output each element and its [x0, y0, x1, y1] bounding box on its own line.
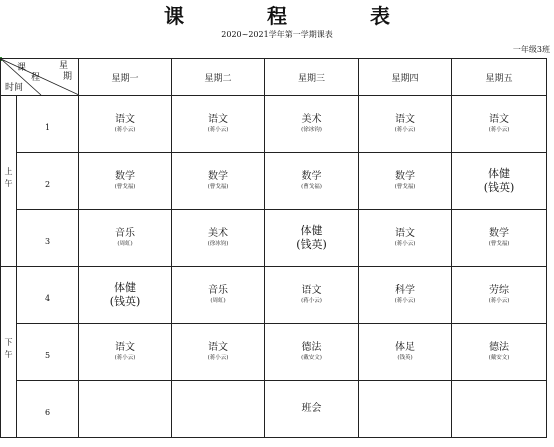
table-row [1, 153, 547, 210]
period-number-text: 1 [44, 122, 51, 132]
table-row [1, 210, 547, 267]
class-cell [452, 324, 547, 381]
period-number [17, 153, 79, 210]
class-cell [359, 96, 452, 153]
teacher-name: (戴安文) [301, 355, 322, 361]
teacher-name: (曹戈福) [394, 184, 416, 190]
afternoon-label [1, 267, 17, 438]
subject-name: 体健 [488, 167, 510, 180]
class-cell [265, 267, 359, 324]
table-row [1, 381, 547, 438]
subject-name: 数学 [301, 171, 322, 182]
class-cell [172, 381, 265, 438]
teacher-name: (曹戈福) [114, 184, 136, 190]
corner-qi: 期 [63, 72, 73, 82]
teacher-name: (蒋小云) [114, 355, 136, 361]
subject-name: 科学 [395, 285, 415, 296]
corner-cell [1, 59, 79, 96]
teacher-name: (蒋小云) [394, 127, 416, 133]
corner-xing: 星 [59, 61, 69, 71]
subject-name: 数学 [395, 171, 415, 182]
period-number [17, 96, 79, 153]
teacher-name: (蒋小云) [301, 298, 322, 304]
class-cell [79, 153, 172, 210]
teacher-name: (钱英) [397, 355, 413, 361]
period-number-text: 4 [44, 293, 51, 303]
period-number [17, 324, 79, 381]
teacher-name: (蒋小云) [114, 127, 136, 133]
subject-name: 德法 [301, 342, 322, 353]
table-row [1, 267, 547, 324]
class-cell [265, 381, 359, 438]
teacher-name: (曹戈福) [207, 184, 229, 190]
class-cell [265, 210, 359, 267]
subject-name: 数学 [489, 228, 509, 239]
corner-ke: 课 [17, 63, 27, 73]
schedule-table [0, 58, 547, 438]
class-name-label: 一年级3班 [512, 45, 550, 54]
subject-name: 体健 [114, 281, 136, 294]
subject-name: 语文 [208, 114, 228, 125]
teacher-name: (周虹) [117, 241, 133, 247]
class-cell [79, 324, 172, 381]
class-cell [452, 381, 547, 438]
subject-name: 班会 [301, 403, 322, 414]
teacher-name: (蒋小云) [207, 355, 229, 361]
teacher-name: (蒋小云) [394, 241, 416, 247]
corner-cheng: 程 [31, 73, 41, 83]
period-number-text: 5 [44, 350, 51, 360]
class-cell [172, 210, 265, 267]
class-cell [359, 267, 452, 324]
subject-name: 音乐 [115, 228, 135, 239]
class-cell [452, 210, 547, 267]
class-cell [79, 96, 172, 153]
day-header-wed: 星期三 [265, 59, 359, 96]
subject-name: 体足 [395, 342, 415, 353]
teacher-name: (周虹) [210, 298, 226, 304]
schedule-body [1, 96, 547, 438]
period-number [17, 267, 79, 324]
subject-name: 语文 [115, 342, 135, 353]
period-number [17, 381, 79, 438]
corner-time: 时间 [5, 83, 24, 93]
class-cell [452, 153, 547, 210]
day-header-tue: 星期二 [172, 59, 265, 96]
teacher-name: (蒋小云) [488, 298, 510, 304]
class-cell [172, 267, 265, 324]
page-subtitle: 2020~2021学年第一学期课表 [221, 30, 333, 39]
teacher-name: (曹戈福) [488, 241, 510, 247]
class-cell [172, 153, 265, 210]
subject-name: 语文 [395, 228, 415, 239]
subject-name: 数学 [208, 171, 228, 182]
class-cell [172, 96, 265, 153]
teacher-name: (蒋小云) [394, 298, 416, 304]
page-title: 课 程 表 [164, 4, 428, 28]
teacher-name: (钱英) [109, 295, 141, 308]
table-row [1, 96, 547, 153]
class-cell [79, 267, 172, 324]
subject-name: 体健 [300, 224, 323, 237]
morning-label [1, 96, 17, 267]
teacher-name: (曹戈福) [301, 184, 322, 190]
class-cell [79, 381, 172, 438]
session-label-text: 下午 [4, 338, 13, 362]
day-header-fri: 星期五 [452, 59, 547, 96]
teacher-name: (钱英) [296, 238, 327, 251]
class-cell [452, 267, 547, 324]
teacher-name: (徐冰钧) [207, 241, 229, 247]
class-cell [265, 96, 359, 153]
period-number [17, 210, 79, 267]
table-row [1, 324, 547, 381]
teacher-name: (钱英) [483, 181, 515, 194]
class-cell [265, 324, 359, 381]
teacher-name: (蒋小云) [207, 127, 229, 133]
class-cell [172, 324, 265, 381]
subject-name: 语文 [489, 114, 509, 125]
period-number-text: 2 [44, 179, 51, 189]
day-header-mon: 星期一 [79, 59, 172, 96]
subject-name: 劳综 [489, 285, 509, 296]
subject-name: 美术 [208, 228, 228, 239]
subject-name: 语文 [208, 342, 228, 353]
subject-name: 数学 [115, 171, 135, 182]
teacher-name: (戴安文) [488, 355, 510, 361]
header-row [1, 59, 547, 96]
subject-name: 语文 [115, 114, 135, 125]
teacher-name: (蒋小云) [488, 127, 510, 133]
class-cell [359, 153, 452, 210]
session-label-text: 上午 [4, 167, 13, 191]
class-cell [359, 210, 452, 267]
class-cell [265, 153, 359, 210]
class-cell [359, 324, 452, 381]
class-cell [79, 210, 172, 267]
day-header-thu: 星期四 [359, 59, 452, 96]
subject-name: 德法 [489, 342, 509, 353]
class-cell [452, 96, 547, 153]
subject-name: 音乐 [208, 285, 228, 296]
teacher-name: (徐冰钧) [301, 127, 322, 133]
subject-name: 语文 [301, 285, 322, 296]
subject-name: 美术 [301, 114, 322, 125]
class-cell [359, 381, 452, 438]
period-number-text: 3 [44, 236, 51, 246]
subject-name: 语文 [395, 114, 415, 125]
period-number-text: 6 [44, 407, 51, 417]
